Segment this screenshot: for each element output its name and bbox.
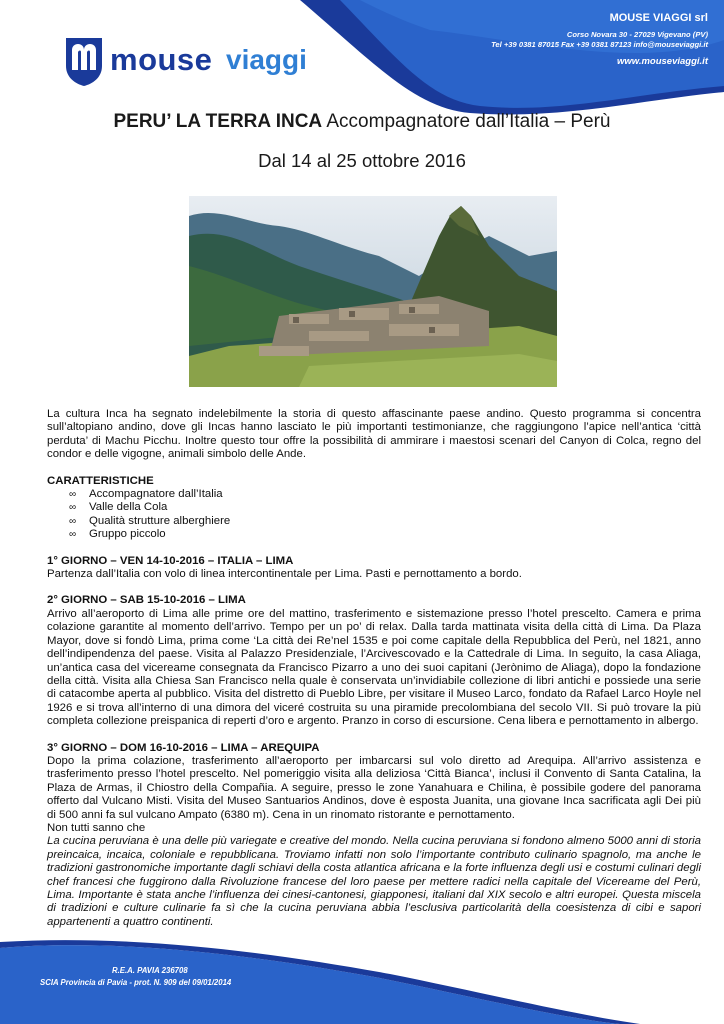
title-rest: Accompagnatore dall’Italia – Perù	[322, 111, 611, 132]
logo-word-viaggi: viaggi	[226, 44, 307, 75]
footer-scia: SCIA Provincia di Pavia - prot. N. 909 del 09/01/2014	[40, 978, 232, 987]
features-list	[47, 488, 701, 542]
feature-item: ∞ Valle della Cola	[69, 501, 168, 514]
company-info	[448, 12, 708, 67]
day-2-heading: 2° GIORNO – SAB 15-10-2016 – LIMA	[47, 594, 246, 607]
mouse-viaggi-logo[interactable]	[62, 34, 352, 94]
feature-item: ∞ Qualità strutture alberghiere	[69, 514, 231, 527]
intro-paragraph: La cultura Inca ha segnato indelebilmente la storia di questo affascinante paese andino. Questo programma si concentra sull’altopiano andino, dove gli Incas hanno lasciato le più importanti testimonianze, che raggiungono l’apice nell’antica ‘città perduta’ di Machu Picchu. Inoltre questo tour offre la possibilità di ammirare i maestosi scenari del Canyon di Colca, regno del condor e delle vigogne, animali simbolo delle Ande.	[47, 408, 701, 461]
feature-item: ∞ Accompagnatore dall’Italia	[69, 488, 223, 501]
day-1-heading: 1° GIORNO – VEN 14-10-2016 – ITALIA – LIMA	[47, 554, 294, 567]
footer-rea: R.E.A. PAVIA 236708	[112, 966, 188, 975]
footer-info	[40, 965, 231, 989]
cuisine-italic-paragraph: La cucina peruviana è una delle più variegate e creative del mondo. Nella cucina peruviana si fondono almeno 5000 anni di storia preincaica, incaica, coloniale e repubblicana. Troviamo infatti non solo l’importante contributo culinario spagnolo, ma anche le tradizioni gastronomiche importante dagli schiavi della costa atlantica africana e la forte influenza degli usi e costumi culinari degli chef francesi che fuggirono dalla Rivoluzione francese del loro paese per mettere radici nella capitale del Vicereame del Perù, Lima. Importante è stata anche l’influenza dei cinesi-cantonesi, giapponesi, italiani dal XIX secolo e altri europei. Questa miscela di tradizioni e culture culinarie fa sì che la cucina peruviana abbia l’esclusiva particolarità della coesistenza di cibi e sapori appartenenti a quattro continenti.	[47, 835, 701, 928]
main-content	[47, 408, 701, 929]
day-1-text: Partenza dall’Italia con volo di linea intercontinentale per Lima. Pasti e pernottamento a bordo.	[47, 568, 522, 581]
feature-item: ∞ Gruppo piccolo	[69, 528, 166, 541]
company-website-link[interactable]: www.mouseviaggi.it	[617, 56, 708, 67]
title-bold: PERU’ LA TERRA INCA	[113, 111, 323, 132]
infinity-bullet-icon: ∞	[69, 529, 77, 541]
features-heading: CARATTERISTICHE	[47, 474, 154, 487]
trip-dates: Dal 14 al 25 ottobre 2016	[258, 150, 466, 171]
day-3-text: Dopo la prima colazione, trasferimento all’aeroporto per imbarcarsi sul volo diretto ad Arequipa. All’arrivo assistenza e trasferimento presso l’hotel prescelto. Nel pomeriggio visita alla deliziosa ‘Città Bianca’, inclusi il Convento di Santa Catalina, la Plaza de Armas, il Chiostro della Compañia. A seguire, presso le zone Yanahuara e Chilina, è possibile godere del panorama offerto dal Vulcano Misti. Visita del Museo Santuarios Andinos, dove è esposta Juanita, una giovane Inca sacrificata agli Dei più di 500 anni fa sul vulcano Ampato (6380 m). Cena in un rinomato ristorante e pernottamento.	[47, 754, 701, 821]
company-contacts: Tel +39 0381 87015 Fax +39 0381 87123 info@mouseviaggi.it	[491, 40, 708, 49]
mouse-logo-icon	[62, 36, 106, 86]
infinity-bullet-icon: ∞	[69, 502, 77, 514]
day-3-note: Non tutti sanno che	[47, 821, 146, 834]
page-title	[0, 111, 724, 133]
day-3-heading: 3° GIORNO – DOM 16-10-2016 – LIMA – AREQUIPA	[47, 741, 320, 754]
infinity-bullet-icon: ∞	[69, 489, 77, 501]
company-address: Corso Novara 30 - 27029 Vigevano (PV)	[566, 30, 708, 39]
logo-word-mouse: mouse	[110, 42, 213, 77]
company-name: MOUSE VIAGGI srl	[609, 12, 708, 24]
infinity-bullet-icon: ∞	[69, 515, 77, 527]
day-2-text: Arrivo all’aeroporto di Lima alle prime ore del mattino, trasferimento e sistemazione presso l’hotel prescelto. Camera e prima colazione garantite al momento dell’arrivo. Tempo per un po’ di relax. Dalla tarda mattinata visita della città di Lima. Da Plaza Mayor, dove si fondò Lima, prima come ‘La città dei Re’nel 1535 e poi come capitale della Repubblica del Perù, nel 1821, anno dell’indipendenza del paese. Visita al Palazzo Presidenziale, l’Arcivescovado e la Cattedrale di Lima. In seguito, la casa Aliaga, un’antica casa del vicereame consegnata da Francisco Pizarro a uno dei suoi capitani (Jerònimo de Aliaga), dopo la fondazione della città. Visita alla Chiesa San Francisco nella quale è conservata un’invidiabile collezione di libri antichi e possiede una serie di catacombe aperta al pubblico. Visita del distretto di Pueblo Libre, per visitare il Museo Larco, fondato da Rafael Larco Hoyle nel 1926 e si trova all’interno di una dimora del viceré costruita su una piramide precolombiana del secolo VII. Si può trovare la più completa collezione preispanica di reperti d’oro e argento. Pranzo in corso di escursione. Cena libera e pernottamento in albergo.	[47, 607, 701, 728]
machu-picchu-photo	[189, 196, 557, 387]
